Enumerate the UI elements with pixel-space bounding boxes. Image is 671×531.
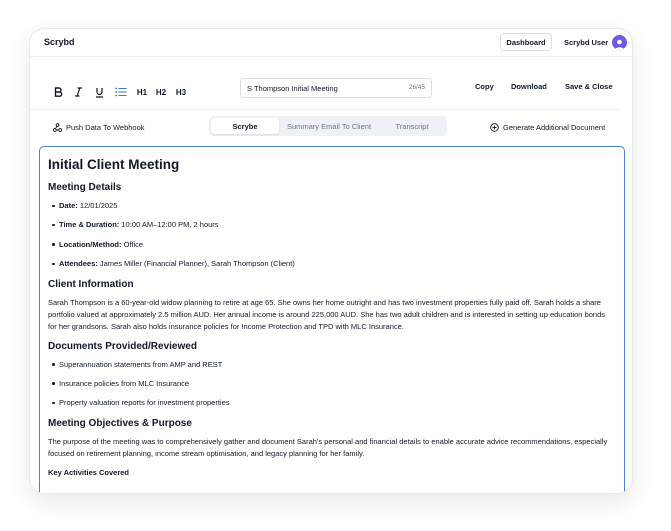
client-info-heading: Client Information (48, 278, 134, 290)
avatar[interactable] (612, 35, 627, 50)
document-title-input[interactable] (247, 82, 397, 95)
user-icon (614, 38, 625, 50)
tab-transcript[interactable]: Transcript (395, 121, 429, 131)
plus-circle-icon (490, 123, 499, 132)
objectives-heading: Meeting Objectives & Purpose (48, 417, 192, 429)
detail-value: James Miller (Financial Planner), Sarah Thompson (Client) (99, 259, 295, 269)
dashboard-button[interactable]: Dashboard (500, 33, 552, 51)
list-item (48, 200, 614, 211)
webhook-icon (53, 123, 62, 132)
user-menu[interactable] (564, 33, 627, 51)
detail-label: Attendees: (59, 259, 98, 269)
key-activities-heading: Key Activities Covered (48, 467, 130, 477)
underline-icon[interactable] (93, 84, 105, 100)
download-button[interactable]: Download (511, 82, 547, 91)
objectives-paragraph: The purpose of the meeting was to comprehensively gather and document Sarah's personal and financial details to enable accurate advice recommendations, especially focused on retirement planning, income stream optimisation, and legacy planning for her family. (48, 436, 608, 458)
save-close-button[interactable]: Save & Close (565, 82, 613, 91)
bullet-list-icon[interactable] (114, 84, 128, 100)
list-item (48, 219, 614, 230)
heading3-button[interactable]: H3 (175, 87, 187, 97)
list-item (48, 258, 614, 269)
heading2-button[interactable]: H2 (155, 87, 167, 97)
list-item: Superannuation statements from AMP and REST (48, 359, 614, 370)
italic-icon[interactable] (72, 84, 84, 100)
character-counter: 26/45 (408, 84, 425, 91)
document-title: Initial Client Meeting (48, 157, 180, 172)
documents-heading: Documents Provided/Reviewed (48, 340, 197, 352)
copy-button[interactable]: Copy (475, 82, 494, 91)
push-webhook-button[interactable] (53, 123, 145, 132)
document-title-field[interactable] (240, 78, 432, 98)
push-webhook-label: Push Data To Webhook (66, 123, 145, 132)
detail-value: 12/01/2025 (79, 201, 118, 210)
detail-label: Location/Method: (59, 239, 122, 249)
detail-value: Office (123, 239, 144, 249)
toolbar-divider (30, 109, 620, 110)
detail-label: Time & Duration: (59, 220, 120, 230)
generate-document-label: Generate Additional Document (503, 123, 606, 132)
user-name: Scrybd User (564, 37, 609, 47)
client-info-paragraph: Sarah Thompson is a 60-year-old widow planning to retire at age 65. She owns her home outright and has two investment properties fully paid off. Sarah holds a share portfolio valued at approximately 2.5 million AUD. Her annual income is around 225,000 AUD. She has two adult children and is interested in setting up education bonds for her grandsons. Sarah also holds insurance policies for Income Protection and TPD with MLC Insurance. (48, 297, 605, 331)
view-tabs (209, 116, 447, 136)
bold-icon[interactable] (52, 84, 64, 100)
app-logo[interactable]: Scrybd (44, 37, 75, 47)
generate-document-button[interactable] (490, 123, 605, 132)
meeting-details-heading: Meeting Details (48, 182, 122, 193)
list-item: Insurance policies from MLC Insurance (48, 378, 614, 389)
tab-scrybe[interactable]: Scrybe (211, 118, 279, 134)
list-item (48, 239, 614, 250)
heading1-button[interactable]: H1 (136, 87, 148, 97)
detail-label: Date: (59, 201, 78, 210)
top-nav (30, 29, 632, 57)
tab-summary-email[interactable]: Summary Email To Client (286, 121, 372, 131)
document-editor[interactable] (39, 146, 625, 493)
list-item: Property valuation reports for investment properties (48, 397, 614, 408)
app-window (30, 29, 632, 493)
detail-value: 10:00 AM–12:00 PM, 2 hours (121, 220, 219, 230)
